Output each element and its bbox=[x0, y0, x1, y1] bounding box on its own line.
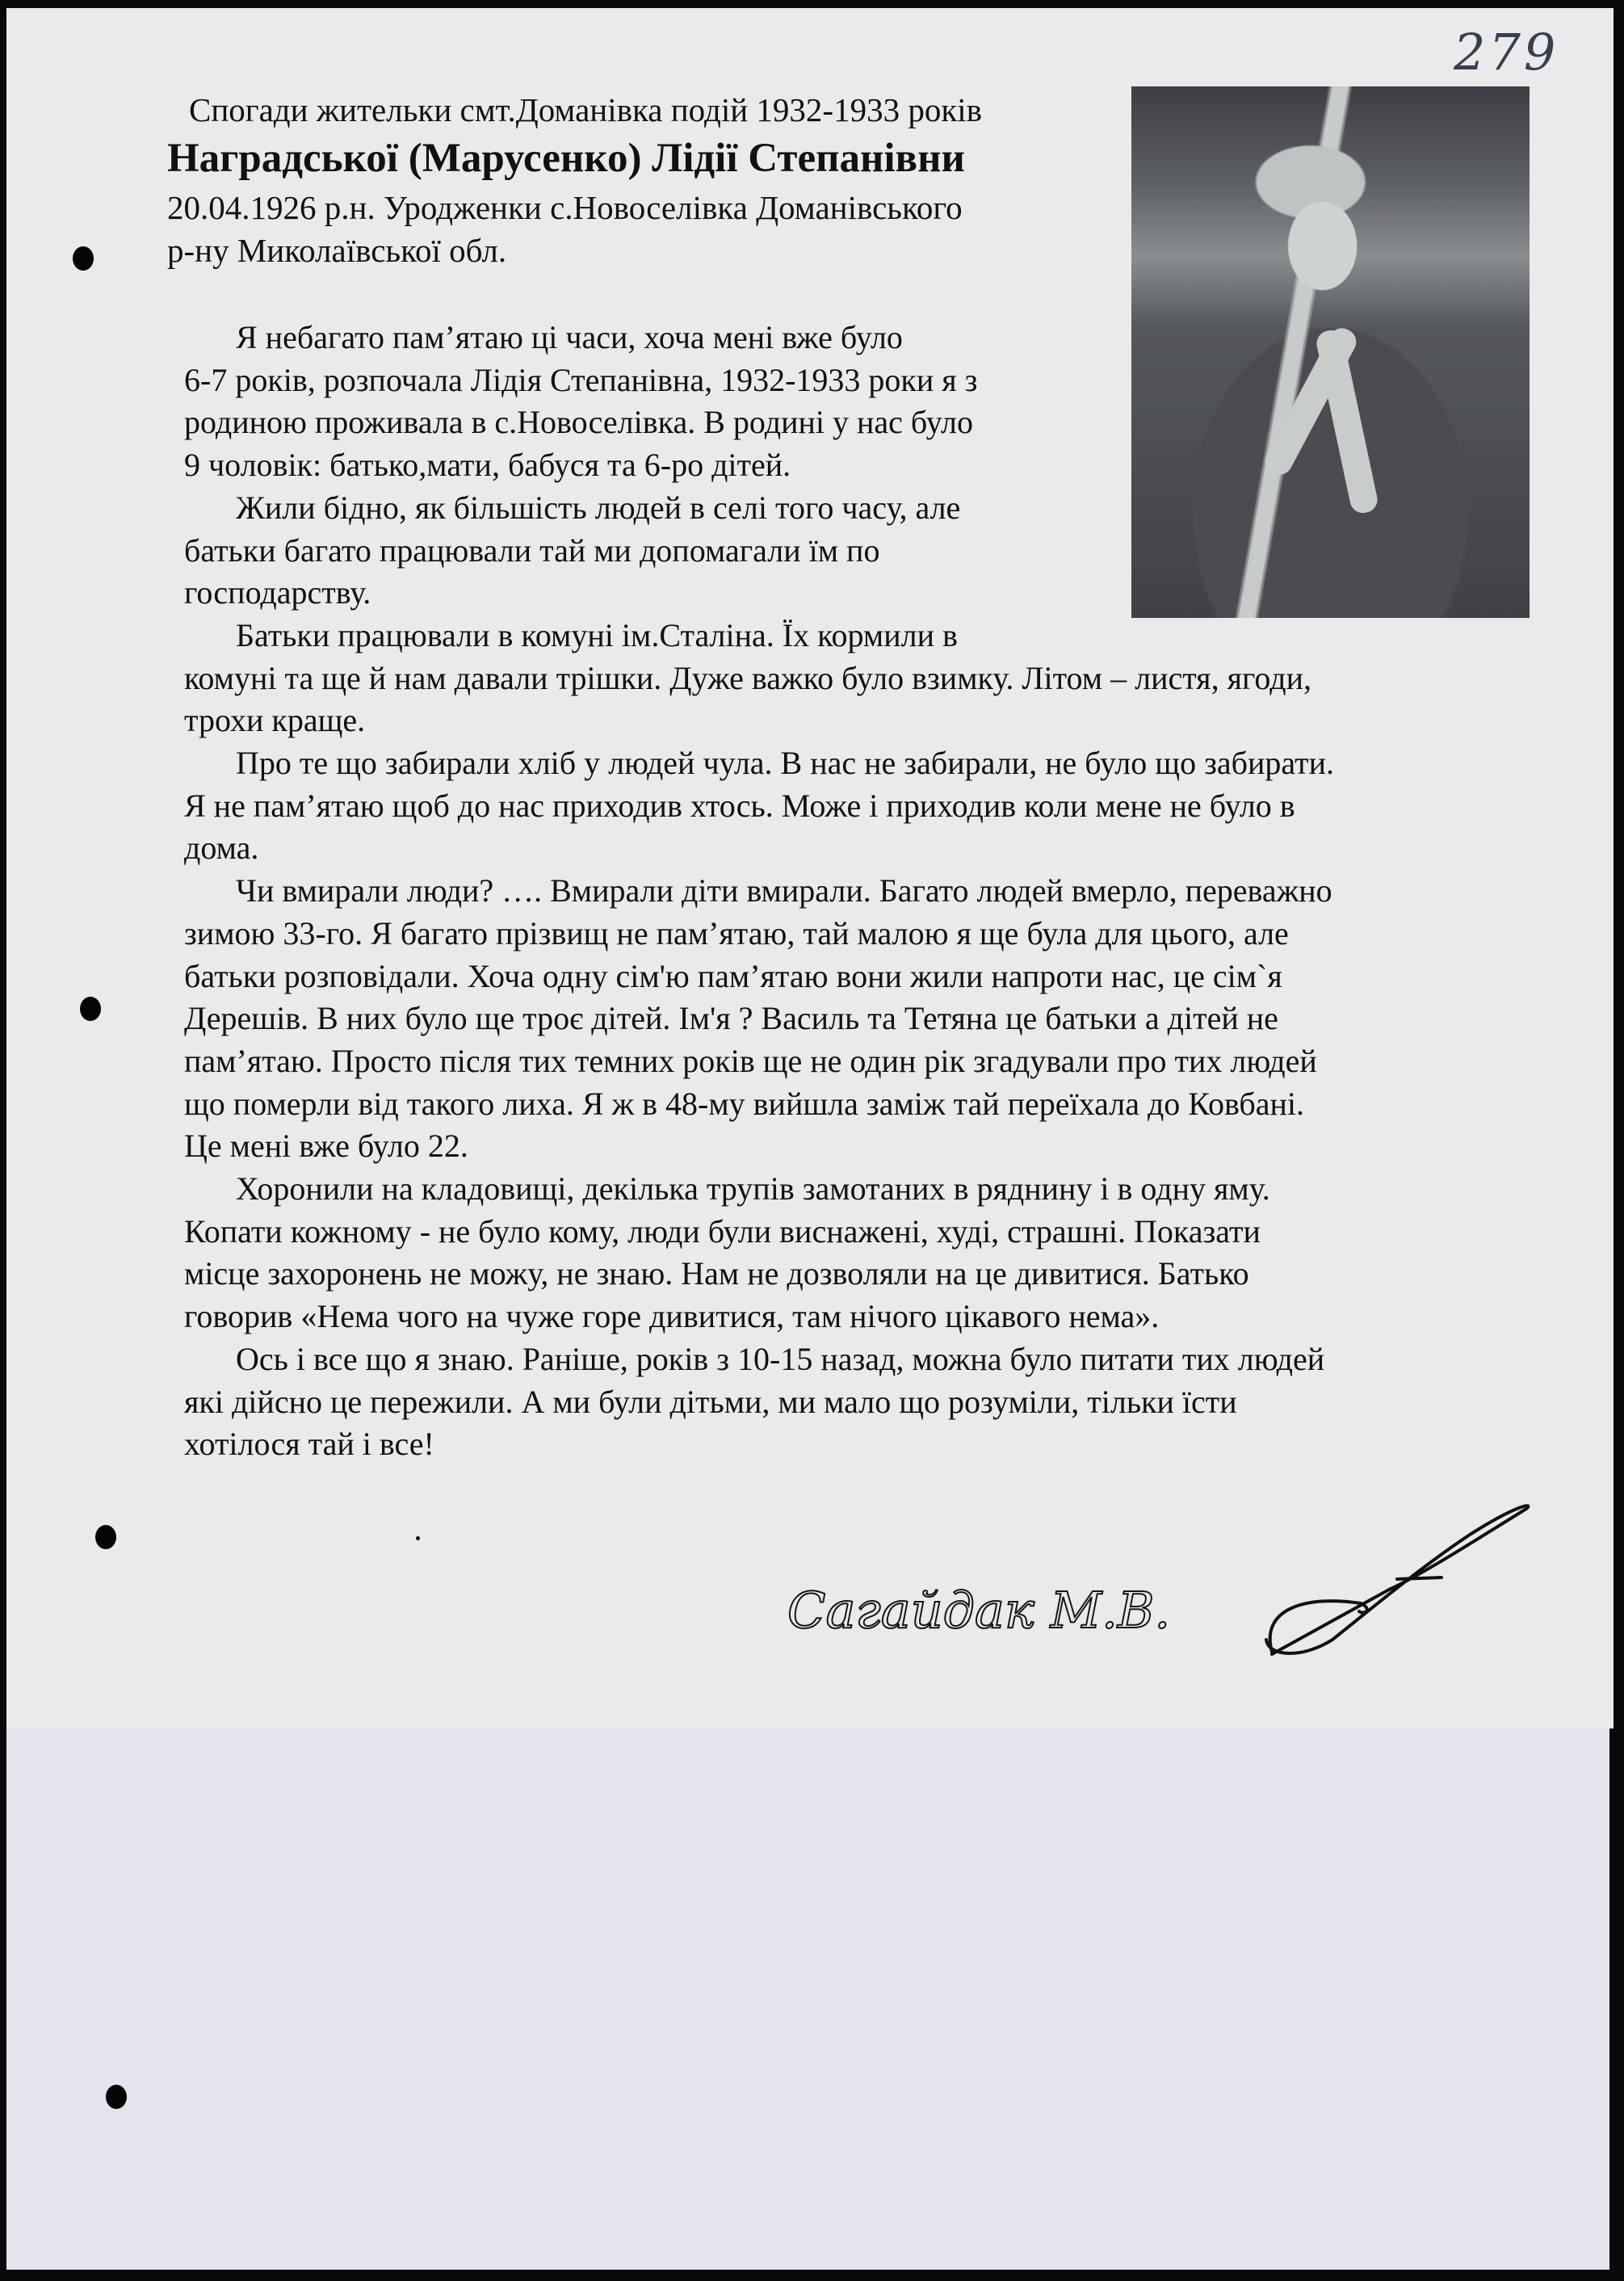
body-line: дома. bbox=[184, 830, 259, 867]
body-line: що померли від такого лиха. Я ж в 48-му вийшла заміж тай переїхала до Ковбані. bbox=[184, 1085, 1304, 1122]
body-line: пам’ятаю. Просто після тих темних років ще не один рік згадували про тих людей bbox=[184, 1042, 1317, 1079]
body-line: говорив «Нема чого на чуже горе дивитися, там нічого цікавого нема». bbox=[184, 1298, 1160, 1335]
body-line: які дійсно це пережили. А ми були дітьми, ми мало що розуміли, тільки їсти bbox=[184, 1383, 1237, 1420]
body-line: батьки багато працювали тай ми допомагали їм по bbox=[184, 531, 880, 569]
header-intro: Спогади жительки смт.Доманівка подій 1932-1933 років bbox=[189, 91, 982, 128]
punch-hole bbox=[80, 997, 101, 1021]
body-line: Я небагато пам’ятаю ці часи, хоча мені вже було bbox=[236, 319, 903, 355]
speck bbox=[416, 1536, 420, 1540]
body-line: 9 чоловік: батько,мати, бабуся та 6-ро дітей. bbox=[184, 447, 791, 484]
body-line: Жили бідно, як більшість людей в селі того часу, але bbox=[236, 489, 961, 526]
body-line: комуні та ще й нам давали трішки. Дуже важко було взимку. Літом – листя, ягоди, bbox=[184, 659, 1311, 696]
signature-flourish bbox=[1266, 1506, 1528, 1654]
body-line: Батьки працювали в комуні ім.Сталіна. Їх кормили в bbox=[236, 616, 958, 653]
punch-hole bbox=[106, 2085, 127, 2109]
body-line: Чи вмирали люди? …. Вмирали діти вмирали. Багато людей вмерло, переважно bbox=[236, 872, 1332, 909]
punch-hole bbox=[95, 1525, 116, 1549]
body-line: Я не пам’ятаю щоб до нас приходив хтось. Може і приходив коли мене не було в bbox=[184, 787, 1295, 824]
body-line: місце захоронень не можу, не знаю. Нам не дозволяли на це дивитися. Батько bbox=[184, 1255, 1249, 1292]
body-line: родиною проживала в с.Новоселівка. В родині у нас було bbox=[184, 404, 973, 441]
page-number: 279 bbox=[1454, 23, 1559, 82]
body-line: Ось і все що я знаю. Раніше, років з 10-15 назад, можна було питати тих людей bbox=[236, 1340, 1325, 1377]
header-birth-line-1: 20.04.1926 р.н. Уродженки с.Новоселівка Доманівського bbox=[167, 189, 963, 226]
body-line: Дерешів. В них було ще троє дітей. Ім'я ? Василь та Тетяна це батьки а дітей не bbox=[184, 1000, 1278, 1037]
punch-hole bbox=[73, 246, 94, 271]
body-line: трохи краще. bbox=[184, 702, 366, 739]
body-line: хотілося тай і все! bbox=[184, 1426, 434, 1463]
signature-name: Сагайдак М.В. bbox=[787, 1581, 1171, 1640]
body-line: 6-7 років, розпочала Лідія Степанівна, 1932-1933 роки я з bbox=[184, 361, 978, 398]
body-line: Про те що забирали хліб у людей чула. В нас не забирали, не було що забирати. bbox=[236, 745, 1334, 781]
body-line: Це мені вже було 22. bbox=[184, 1128, 468, 1165]
body-line: господарству. bbox=[184, 574, 371, 611]
body-line: зимою 33-го. Я багато прізвищ не пам’ятаю, тай малою я ще була для цього, але bbox=[184, 914, 1289, 951]
header-birth-line-2: р-ну Миколаївської обл. bbox=[167, 232, 507, 269]
page-title: Наградської (Марусенко) Лідії Степанівни bbox=[167, 136, 965, 181]
body-line: Копати кожному - не було кому, люди були виснажені, худі, страшні. Показати bbox=[184, 1212, 1261, 1250]
body-line: батьки розповідали. Хоча одну сім'ю пам’ятаю вони жили напроти нас, це сім`я bbox=[184, 957, 1282, 994]
body-line: Хоронили на кладовищі, декілька трупів замотаних в ряднину і в одну яму. bbox=[236, 1170, 1270, 1207]
